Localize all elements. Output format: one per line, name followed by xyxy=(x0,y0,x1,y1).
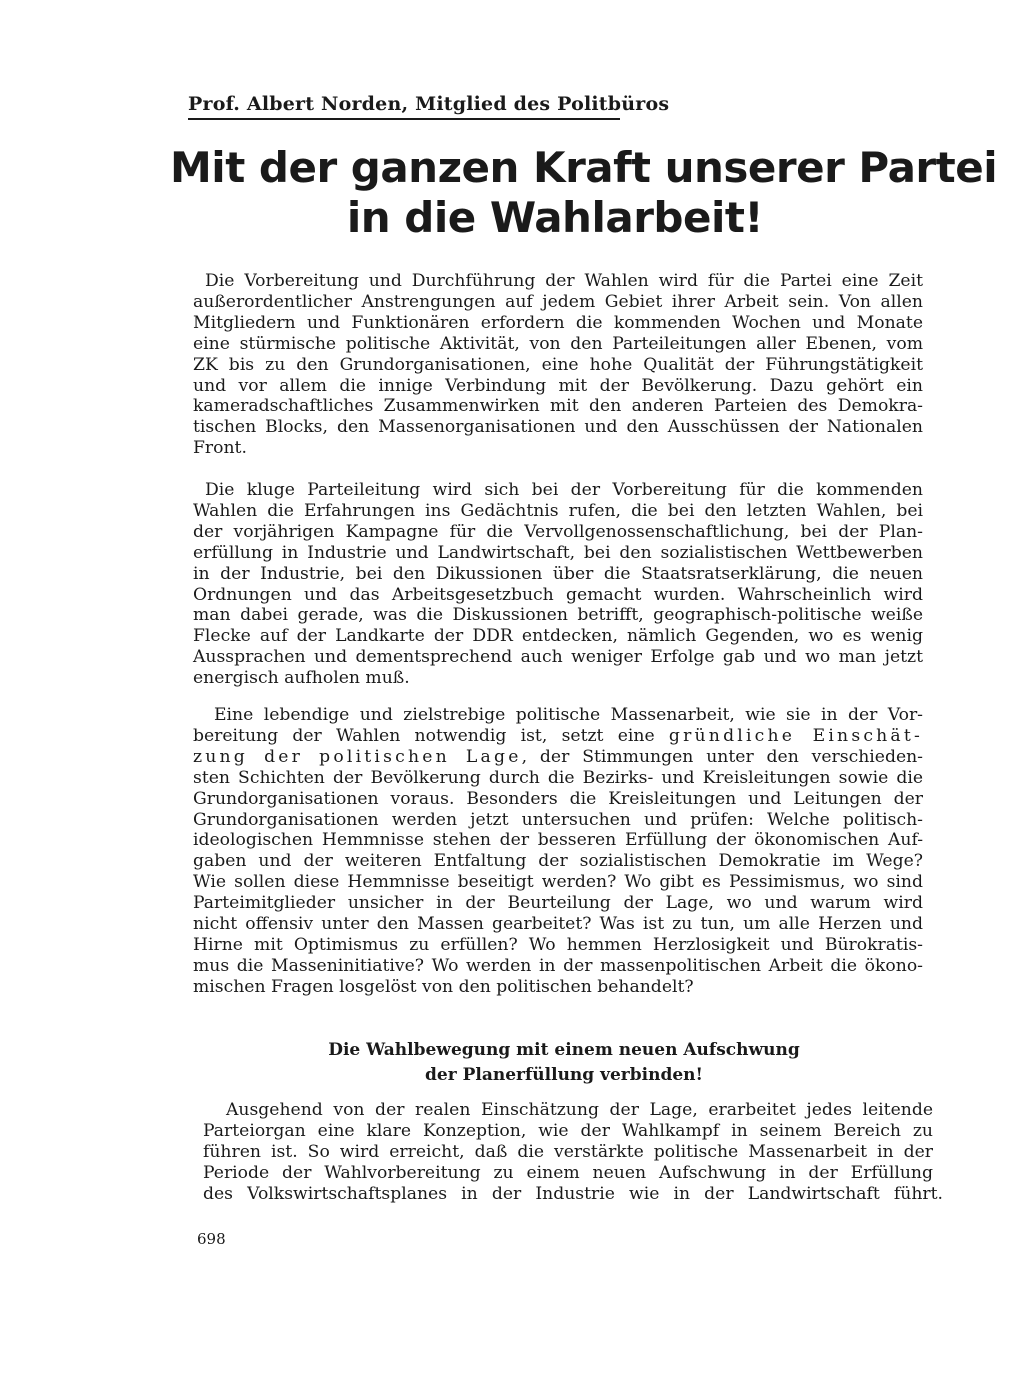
author-byline: Prof. Albert Norden, Mitglied des Politbüros xyxy=(188,93,620,120)
paragraph-3 xyxy=(193,705,923,998)
text-line: Mitgliedern und Funktionären erfordern die kommenden Wochen und Monate xyxy=(193,312,923,333)
text-line: nicht offensiv unter den Massen gearbeitet? Was ist zu tun, um alle Herzen und xyxy=(193,914,923,935)
text-line: gaben und der weiteren Entfaltung der sozialistischen Demokratie im Wege? xyxy=(193,851,923,872)
article-headline xyxy=(170,143,998,243)
text-run: , der Stimmungen unter den verschieden- xyxy=(521,746,923,767)
text-line: Die Vorbereitung und Durchführung der Wahlen wird für die Partei eine Zeit xyxy=(205,271,923,291)
paragraph-4 xyxy=(203,1100,943,1205)
text-line: außerordentlicher Anstrengungen auf jedem Gebiet ihrer Arbeit sein. Von allen xyxy=(193,291,923,312)
headline-line-1: Mit der ganzen Kraft unserer Partei xyxy=(170,143,998,192)
subheading-line-1: Die Wahlbewegung mit einem neuen Aufschwung xyxy=(328,1040,800,1060)
text-line: mischen Fragen losgelöst von den politischen behandelt? xyxy=(193,976,694,997)
subheading-line-2: der Planerfüllung verbinden! xyxy=(425,1065,703,1085)
text-line: und vor allem die innige Verbindung mit der Bevölkerung. Dazu gehört ein xyxy=(193,375,923,396)
text-line: sten Schichten der Bevölkerung durch die Bezirks- und Kreisleitungen sowie die xyxy=(193,767,923,788)
text-line xyxy=(193,747,923,768)
text-line: Parteimitglieder unsicher in der Beurteilung der Lage, wo und warum wird xyxy=(193,893,923,914)
text-line: ideologischen Hemmnisse stehen der besseren Erfüllung der ökonomischen Auf- xyxy=(193,830,923,851)
text-line: tischen Blocks, den Massenorganisationen und den Ausschüssen der Nationalen xyxy=(193,417,923,438)
text-line: Hirne mit Optimismus zu erfüllen? Wo hemmen Herzlosigkeit und Bürokratis- xyxy=(193,934,923,955)
text-line: Aussprachen und dementsprechend auch weniger Erfolge gab und wo man jetzt xyxy=(193,647,923,668)
text-line: Grundorganisationen voraus. Besonders die Kreisleitungen und Leitungen der xyxy=(193,788,923,809)
text-line: man dabei gerade, was die Diskussionen betrifft, geographisch-politische weiße xyxy=(193,605,923,626)
text-line: mus die Masseninitiative? Wo werden in der massenpolitischen Arbeit die ökono- xyxy=(193,955,923,976)
section-subheading xyxy=(205,1038,923,1088)
text-line: Wie sollen diese Hemmnisse beseitigt werden? Wo gibt es Pessimismus, wo sind xyxy=(193,872,923,893)
text-line: Ordnungen und das Arbeitsgesetzbuch gemacht wurden. Wahrscheinlich wird xyxy=(193,584,923,605)
text-line: des Volkswirtschaftsplanes in der Industrie wie in der Landwirtschaft führt. xyxy=(203,1183,943,1204)
headline-line-2: in die Wahlarbeit! xyxy=(346,193,764,242)
text-line: kameradschaftliches Zusammenwirken mit den anderen Parteien des Demokra- xyxy=(193,396,923,417)
text-line: Grundorganisationen werden jetzt untersuchen und prüfen: Welche politisch- xyxy=(193,809,923,830)
text-line: Die kluge Parteileitung wird sich bei der Vorbereitung für die kommenden xyxy=(205,480,923,500)
text-line: Parteiorgan eine klare Konzeption, wie der Wahlkampf in seinem Bereich zu xyxy=(203,1120,933,1141)
text-line: Eine lebendige und zielstrebige politische Massenarbeit, wie sie in der Vor- xyxy=(214,705,923,725)
text-line xyxy=(193,726,923,747)
text-line: Periode der Wahlvorbereitung zu einem neuen Aufschwung in der Erfüllung xyxy=(203,1162,933,1183)
text-line: der vorjährigen Kampagne für die Vervollgenossenschaftlichung, bei der Plan- xyxy=(193,521,923,542)
text-line: ZK bis zu den Grundorganisationen, eine hohe Qualität der Führungstätigkeit xyxy=(193,354,923,375)
text-line: eine stürmische politische Aktivität, von den Parteileitungen aller Ebenen, vom xyxy=(193,333,923,354)
text-line: Ausgehend von der realen Einschätzung der Lage, erarbeitet jedes leitende xyxy=(226,1100,933,1120)
text-line: führen ist. So wird erreicht, daß die verstärkte politische Massenarbeit in der xyxy=(203,1141,933,1162)
text-line: Wahlen die Erfahrungen ins Gedächtnis rufen, die bei den letzten Wahlen, bei xyxy=(193,500,923,521)
text-line: erfüllung in Industrie und Landwirtschaft, bei den sozialistischen Wettbewerben xyxy=(193,542,923,563)
page-number: 698 xyxy=(197,1230,226,1248)
paragraph-1 xyxy=(193,271,923,459)
text-line: in der Industrie, bei den Dikussionen über die Staatsratserklärung, die neuen xyxy=(193,563,923,584)
emphasized-text: gründliche Einschät- xyxy=(668,725,923,746)
text-line: Front. xyxy=(193,438,247,459)
emphasized-text: zung der politischen Lage xyxy=(193,746,522,767)
paragraph-2 xyxy=(193,480,923,689)
text-line: Flecke auf der Landkarte der DDR entdecken, nämlich Gegenden, wo es wenig xyxy=(193,626,923,647)
text-run: bereitung der Wahlen notwendig ist, setzt eine xyxy=(193,725,669,746)
text-line: energisch aufholen muß. xyxy=(193,668,410,689)
